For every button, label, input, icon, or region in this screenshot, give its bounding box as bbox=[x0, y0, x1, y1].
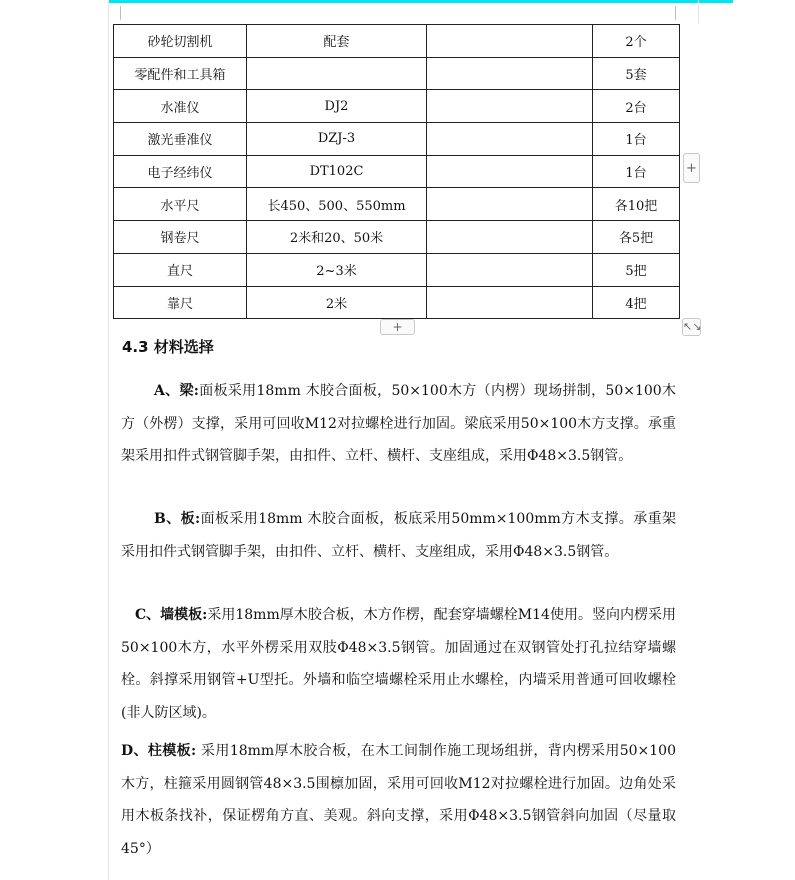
paragraph-text: 采用18mm厚木胶合板，在木工间制作施工现场组拼，背内楞采用50×100木方，柱箍采用圆钢管48×3.5围檩加固，采用可回收M12对拉螺栓进行加固。边角处采用木板条找补，保证楞角方直、美观。斜向支撑，采用Φ48×3.5钢管斜向加固（尽量取45°） bbox=[121, 743, 676, 857]
equipment-table bbox=[113, 24, 680, 319]
table-cell[interactable]: 长450、500、550mm bbox=[247, 188, 427, 221]
table-cell[interactable]: 5套 bbox=[593, 57, 680, 90]
table-cell[interactable]: 1台 bbox=[593, 155, 680, 188]
table-cell[interactable]: 激光垂准仪 bbox=[114, 123, 247, 156]
table-cell[interactable]: 2台 bbox=[593, 90, 680, 123]
table-row bbox=[114, 155, 680, 188]
paragraph-beam bbox=[121, 375, 676, 473]
table-resize-handle[interactable]: ↖↘ bbox=[682, 318, 701, 336]
paragraph-text: 面板采用18mm 木胶合面板，50×100木方（内楞）现场拼制，50×100木方（外楞）支撑，采用可回收M12对拉螺栓进行加固。梁底采用50×100木方支撑。承重架采用扣件式钢管脚手架，由扣件、立杆、横杆、支座组成，采用Φ48×3.5钢管。 bbox=[121, 383, 676, 464]
paragraph-label: B、板: bbox=[154, 511, 201, 527]
table-cell[interactable]: 2米和20、50米 bbox=[247, 221, 427, 254]
table-row bbox=[114, 123, 680, 156]
table-cell[interactable]: 钢卷尺 bbox=[114, 221, 247, 254]
table-cell[interactable]: 各10把 bbox=[593, 188, 680, 221]
table-row bbox=[114, 90, 680, 123]
paragraph-wall-formwork bbox=[121, 599, 676, 729]
table-row bbox=[114, 286, 680, 319]
top-accent-bar bbox=[108, 0, 733, 3]
table-cell[interactable]: 各5把 bbox=[593, 221, 680, 254]
table-cell[interactable]: DJ2 bbox=[247, 90, 427, 123]
table-cell[interactable] bbox=[427, 123, 593, 156]
paragraph-column-formwork bbox=[121, 735, 676, 865]
table-cell[interactable]: 2~3米 bbox=[247, 253, 427, 286]
table-cell[interactable] bbox=[427, 90, 593, 123]
add-row-button[interactable]: + bbox=[380, 319, 415, 335]
header-margin-mark-left bbox=[120, 6, 121, 20]
paragraph-text: 采用18mm厚木胶合板，木方作楞，配套穿墙螺栓M14使用。竖向内楞采用50×100木方，水平外楞采用双肢Φ48×3.5钢管。加固通过在双钢管处打孔拉结穿墙螺栓。斜撑采用钢管+U型托。外墙和临空墙螺栓采用止水螺栓，内墙采用普通可回收螺栓(非人防区域)。 bbox=[121, 607, 677, 721]
table-cell[interactable] bbox=[247, 57, 427, 90]
table-cell[interactable] bbox=[427, 188, 593, 221]
table-cell[interactable]: 4把 bbox=[593, 286, 680, 319]
table-cell[interactable]: DZJ-3 bbox=[247, 123, 427, 156]
table-cell[interactable]: 水平尺 bbox=[114, 188, 247, 221]
page-right-edge bbox=[698, 0, 699, 24]
table-row bbox=[114, 253, 680, 286]
section-heading: 4.3 材料选择 bbox=[122, 338, 214, 356]
page-left-edge bbox=[108, 0, 109, 880]
add-column-button[interactable]: + bbox=[683, 153, 700, 183]
table-cell[interactable]: 配套 bbox=[247, 25, 427, 58]
paragraph-text: 面板采用18mm 木胶合面板，板底采用50mm×100mm方木支撑。承重架采用扣件式钢管脚手架，由扣件、立杆、横杆、支座组成，采用Φ48×3.5钢管。 bbox=[121, 511, 676, 560]
table-cell[interactable] bbox=[427, 221, 593, 254]
table-cell[interactable]: DT102C bbox=[247, 155, 427, 188]
table-cell[interactable]: 砂轮切割机 bbox=[114, 25, 247, 58]
header-margin-mark-right bbox=[675, 6, 676, 20]
table-cell[interactable]: 电子经纬仪 bbox=[114, 155, 247, 188]
table-cell[interactable] bbox=[427, 155, 593, 188]
table-cell[interactable] bbox=[427, 57, 593, 90]
paragraph-label: C、墙模板: bbox=[135, 607, 208, 623]
table-cell[interactable]: 靠尺 bbox=[114, 286, 247, 319]
table-cell[interactable]: 1台 bbox=[593, 123, 680, 156]
table-cell[interactable]: 零配件和工具箱 bbox=[114, 57, 247, 90]
table-row bbox=[114, 221, 680, 254]
table-row bbox=[114, 57, 680, 90]
paragraph-slab bbox=[121, 503, 676, 568]
table-row bbox=[114, 188, 680, 221]
table-cell[interactable]: 2个 bbox=[593, 25, 680, 58]
table-cell[interactable]: 5把 bbox=[593, 253, 680, 286]
table-cell[interactable]: 2米 bbox=[247, 286, 427, 319]
equipment-table-body bbox=[114, 25, 680, 319]
table-cell[interactable] bbox=[427, 253, 593, 286]
table-cell[interactable]: 水准仪 bbox=[114, 90, 247, 123]
paragraph-label: D、柱模板: bbox=[121, 743, 197, 759]
table-cell[interactable]: 直尺 bbox=[114, 253, 247, 286]
paragraph-label: A、梁: bbox=[154, 383, 199, 399]
table-cell[interactable] bbox=[427, 286, 593, 319]
table-cell[interactable] bbox=[427, 25, 593, 58]
table-row bbox=[114, 25, 680, 58]
